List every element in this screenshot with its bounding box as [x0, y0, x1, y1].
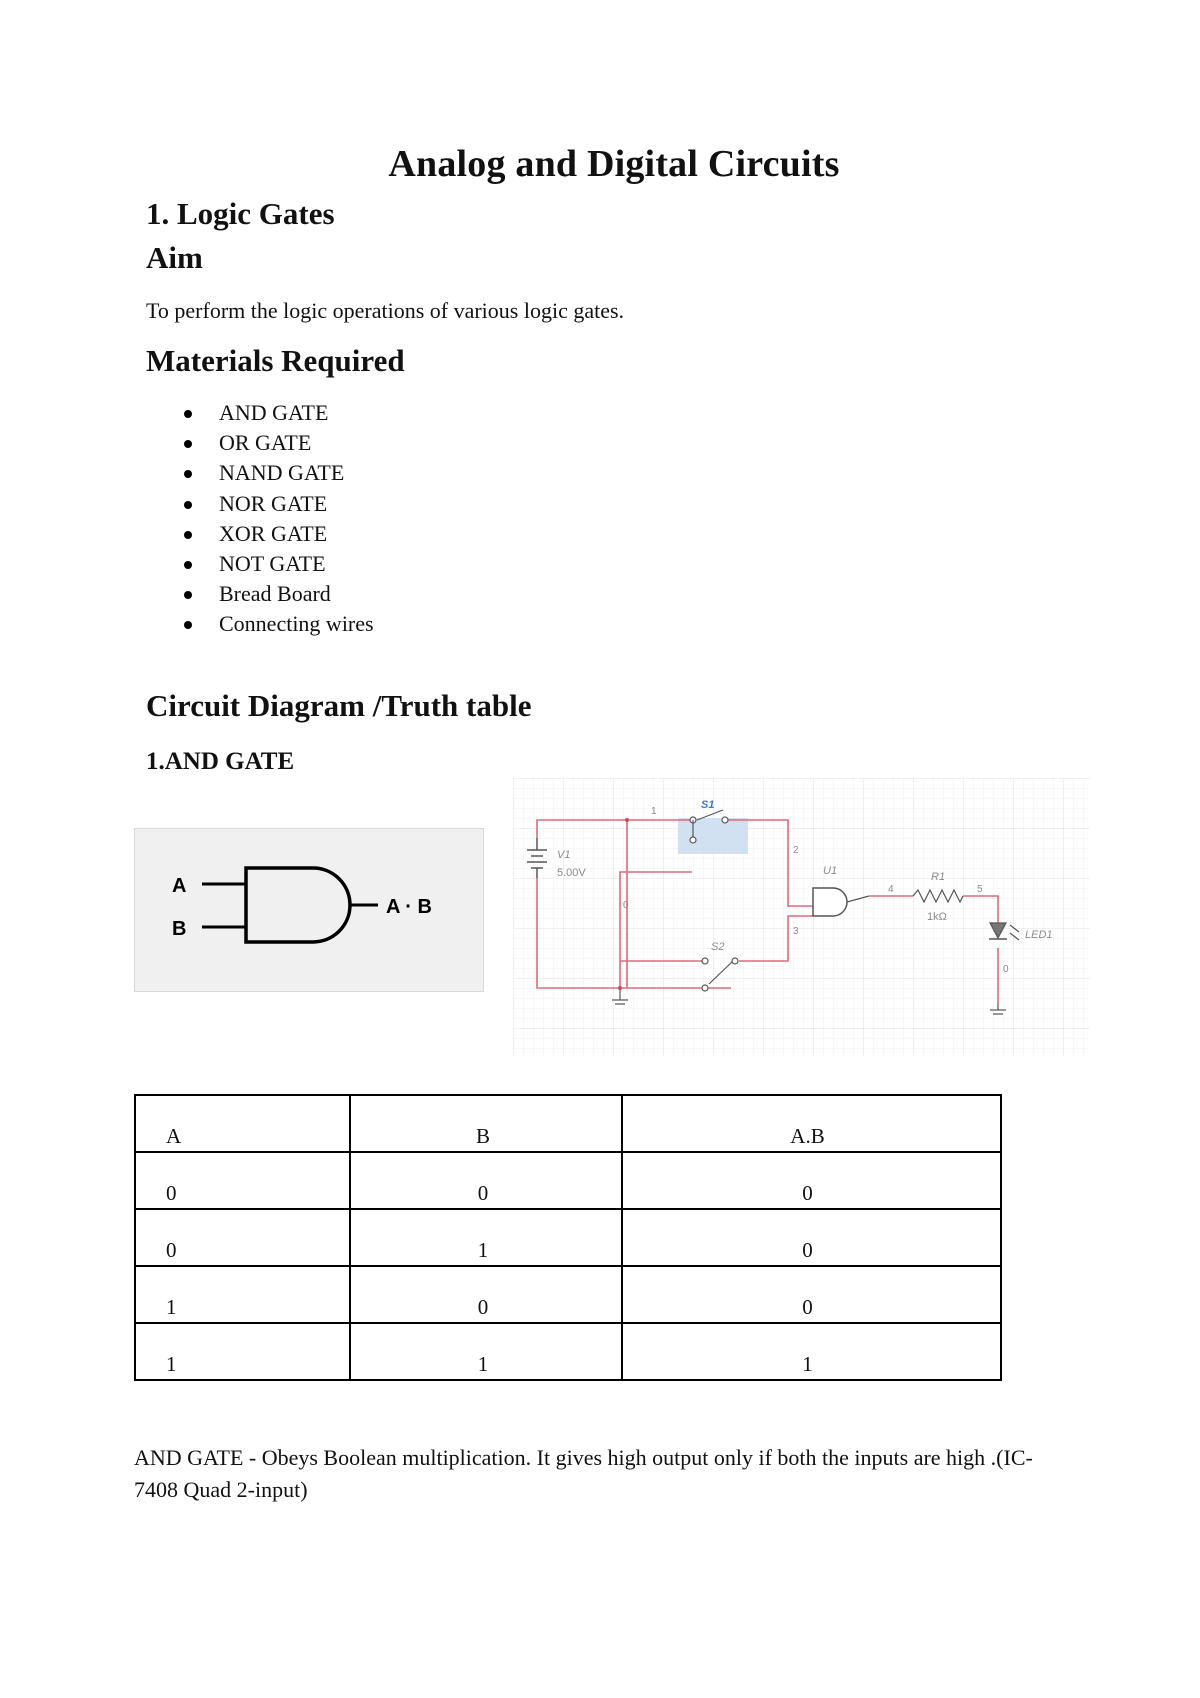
- table-cell: 0: [135, 1152, 350, 1209]
- aim-text: To perform the logic operations of various logic gates.: [146, 298, 625, 323]
- node-label: 0: [1003, 964, 1009, 975]
- node-label: 2: [793, 845, 799, 856]
- circuit-heading: Circuit Diagram /Truth table: [146, 688, 532, 723]
- table-cell: 0: [135, 1209, 350, 1266]
- table-cell: 0: [350, 1152, 622, 1209]
- switch1-label: S1: [701, 799, 715, 811]
- circuit-schematic: [513, 778, 1090, 1056]
- table-cell: 1: [135, 1266, 350, 1323]
- switch2-label: S2: [711, 941, 725, 953]
- table-cell: 0: [622, 1266, 1001, 1323]
- circuit-diagram: [513, 778, 1090, 1056]
- materials-item: NOR GATE: [146, 489, 374, 519]
- gate-input-b-label: B: [172, 918, 187, 940]
- materials-item: XOR GATE: [146, 519, 374, 549]
- table-row: [135, 1209, 1001, 1266]
- and-gate-symbol: [134, 828, 484, 992]
- and-gate-icon: [135, 829, 483, 991]
- gate-u1: [813, 888, 847, 916]
- source-value: 5.00V: [557, 867, 586, 879]
- table-header: A: [135, 1095, 350, 1152]
- materials-item: Bread Board: [146, 579, 374, 609]
- gate-heading: 1.AND GATE: [146, 748, 295, 775]
- table-header: A.B: [622, 1095, 1001, 1152]
- section-heading: 1. Logic Gates: [146, 196, 335, 231]
- table-cell: 1: [622, 1323, 1001, 1380]
- node-label: 4: [888, 884, 894, 895]
- gate-label: U1: [823, 865, 838, 877]
- resistor-label: R1: [931, 871, 946, 883]
- gate-input-a-label: A: [172, 875, 187, 897]
- table-cell: 0: [622, 1209, 1001, 1266]
- table-row: [135, 1152, 1001, 1209]
- document-title: Analog and Digital Circuits: [388, 143, 840, 185]
- table-header-row: [135, 1095, 1001, 1152]
- table-cell: 0: [622, 1152, 1001, 1209]
- switch1-selection: [678, 818, 748, 854]
- materials-item: AND GATE: [146, 398, 374, 428]
- gate-description: AND GATE - Obeys Boolean multiplication. It gives high output only if both the inputs are high .(IC-7408 Quad 2-input): [134, 1445, 1033, 1502]
- source-label: V1: [557, 849, 571, 861]
- table-row: [135, 1266, 1001, 1323]
- node-label: 1: [651, 806, 657, 817]
- table-cell: 0: [350, 1266, 622, 1323]
- table-cell: 1: [135, 1323, 350, 1380]
- materials-list: [146, 398, 374, 640]
- truth-table: [134, 1094, 1002, 1381]
- materials-heading: Materials Required: [146, 343, 405, 378]
- led-label: LED1: [1025, 929, 1053, 941]
- node-label: 5: [977, 884, 983, 895]
- table-cell: 1: [350, 1209, 622, 1266]
- materials-item: NAND GATE: [146, 458, 374, 488]
- gate-output-label: A · B: [386, 896, 432, 918]
- node-label: 3: [793, 926, 799, 937]
- materials-item: NOT GATE: [146, 549, 374, 579]
- aim-heading: Aim: [146, 240, 203, 275]
- resistor-value: 1kΩ: [927, 911, 947, 923]
- materials-item: Connecting wires: [146, 609, 374, 639]
- node-label: 0: [623, 900, 629, 911]
- table-row: [135, 1323, 1001, 1380]
- materials-item: OR GATE: [146, 428, 374, 458]
- table-header: B: [350, 1095, 622, 1152]
- table-cell: 1: [350, 1323, 622, 1380]
